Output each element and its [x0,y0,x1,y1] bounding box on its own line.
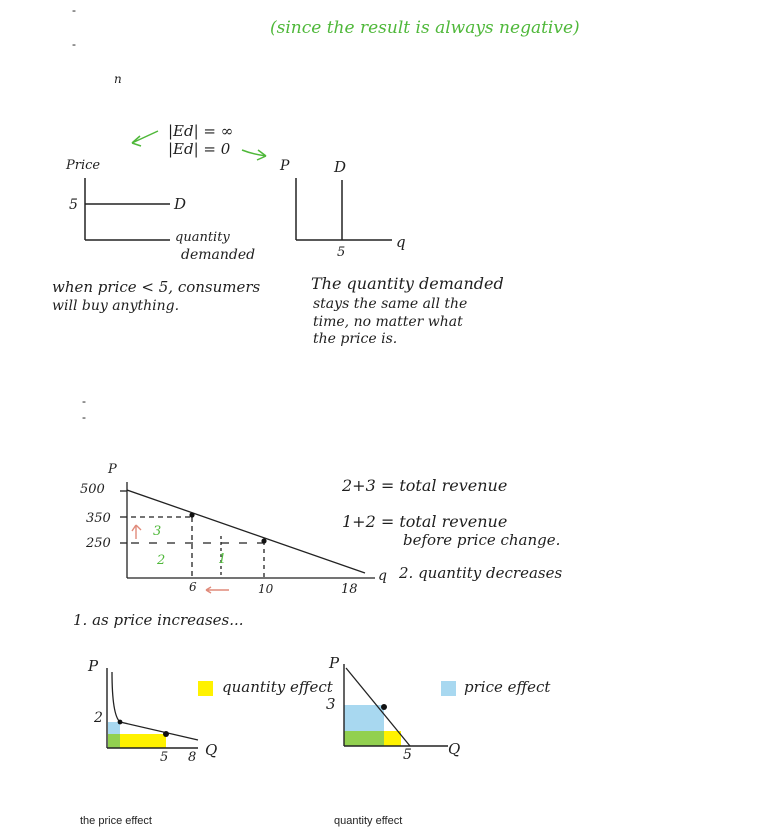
region-1-label: 1 [218,552,227,567]
note-right-4: the price is. [313,331,398,347]
elastic-curve-label: D [174,195,187,213]
region-2-label: 2 [157,553,166,568]
small-right-ylabel: P [329,654,340,672]
small-right-xlabel: Q [448,740,461,758]
small-right-ytick: 3 [326,695,336,713]
quantity-effect-label: quantity effect [222,678,333,696]
revenue-ytick-250: 250 [86,536,111,551]
bullet-dash-2: - [72,37,76,51]
revenue-xtick-10: 10 [258,582,274,596]
note-right-3: time, no matter what [313,314,463,330]
price-increase-note: 1. as price increases... [73,611,244,629]
small-graph-left [107,668,198,748]
small-right-xtick: 5 [403,747,412,763]
top-note: (since the result is always negative) [270,18,580,38]
inelastic-xlabel: q [396,233,406,251]
revenue-ytick-350: 350 [86,511,111,526]
elastic-price-tick: 5 [69,197,78,213]
elastic-ylabel: Price [66,158,101,173]
inelastic-qty-tick: 5 [337,245,346,260]
n-label: n [114,72,122,86]
small-left-xtick-5: 5 [160,750,169,765]
small-left-ytick: 2 [94,710,103,726]
bullet-dash-4: - [82,410,86,424]
inelastic-graph [296,178,392,240]
note-right-2: stays the same all the [313,296,468,312]
revenue-xtick-18: 18 [341,582,358,597]
inelastic-curve-label: D [334,158,347,176]
point-6-350 [189,512,194,517]
elastic-graph [85,178,170,240]
elastic-xlabel-2: demanded [181,247,256,263]
region-3-label: 3 [153,524,162,539]
left-arrow-icon [206,587,229,593]
revenue-xtick-6: 6 [189,580,197,594]
point-10-250 [261,538,266,543]
revenue-xlabel: q [378,568,387,584]
caption-price-effect: the price effect [80,815,152,827]
up-arrow-icon [132,525,141,539]
price-effect-swatch [441,681,456,696]
revenue-note-2a: 1+2 = total revenue [342,512,508,531]
revenue-note-1: 2+3 = total revenue [342,476,508,495]
elasticity-infinite: |Ed| = ∞ [168,122,234,140]
inelastic-ylabel: P [280,158,290,174]
green-arrow-icon [132,131,158,146]
note-left-1: when price < 5, consumers [52,278,261,296]
green-arrow-right-icon [242,150,266,160]
revenue-ylabel: P [108,462,117,477]
small-left-ylabel: P [88,657,99,675]
bullet-dash-3: - [82,394,86,408]
small-left-xlabel: Q [205,741,218,759]
revenue-note-2b: before price change. [403,531,561,549]
small-graph-right [344,664,448,746]
revenue-note-3: 2. quantity decreases [399,564,563,582]
note-left-2: will buy anything. [52,298,180,314]
small-left-xtick-8: 8 [188,750,197,765]
bullet-dash-1: - [72,3,76,17]
note-right-1: The quantity demanded [311,274,504,293]
elasticity-zero: |Ed| = 0 [168,140,231,158]
revenue-ytick-500: 500 [80,482,105,497]
price-effect-label: price effect [464,678,551,696]
quantity-effect-swatch [198,681,213,696]
elastic-xlabel-1: quantity [175,230,230,245]
caption-quantity-effect: quantity effect [334,815,403,827]
